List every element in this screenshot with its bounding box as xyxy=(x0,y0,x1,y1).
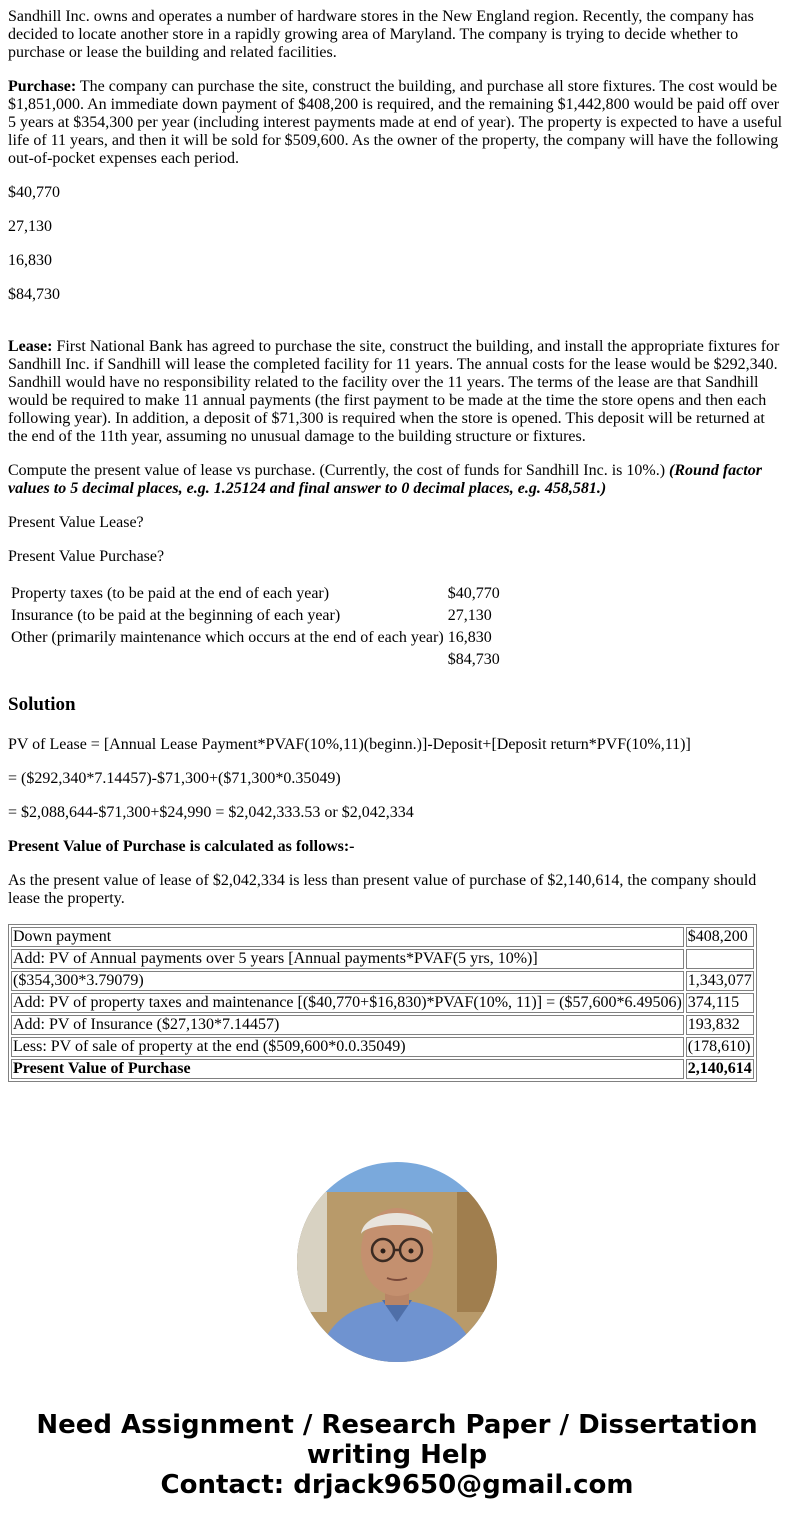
table-row xyxy=(10,584,501,604)
table-row xyxy=(10,628,501,648)
solution-line: = ($292,340*7.14457)-$71,300+($71,300*0.35049) xyxy=(8,770,341,787)
purchase-item-amount: 193,832 xyxy=(686,1015,754,1035)
compute-text: Compute the present value of lease vs purchase. (Currently, the cost of funds for Sandhill Inc. is 10%.) xyxy=(8,462,670,479)
purchase-item-amount: (178,610) xyxy=(686,1037,754,1057)
table-row xyxy=(11,927,754,947)
promo-banner xyxy=(8,1410,786,1500)
plain-amount: $40,770 xyxy=(8,184,60,201)
promo-contact: Contact: drjack9650@gmail.com xyxy=(160,1470,634,1500)
purchase-total-label: Present Value of Purchase xyxy=(11,1059,684,1079)
purchase-item-label: Down payment xyxy=(11,927,684,947)
solution-heading: Solution xyxy=(8,694,76,715)
table-row xyxy=(10,650,501,670)
plain-amount: 16,830 xyxy=(8,252,52,269)
table-row-total xyxy=(11,1059,754,1079)
compute-paragraph xyxy=(8,462,786,498)
table-row xyxy=(11,1037,754,1057)
purchase-paragraph xyxy=(8,78,786,168)
purchase-item-amount: 374,115 xyxy=(686,993,754,1013)
purchase-item-label: Add: PV of Annual payments over 5 years [Annual payments*PVAF(5 yrs, 10%)] xyxy=(11,949,684,969)
expense-total-amount: $84,730 xyxy=(447,651,500,668)
purchase-calc-heading xyxy=(8,838,786,856)
expense-label: Insurance (to be paid at the beginning of each year) xyxy=(11,607,341,624)
solution-line: PV of Lease = [Annual Lease Payment*PVAF(10%,11)(beginn.)]-Deposit+[Deposit return*PVF(10%,11)] xyxy=(8,736,691,753)
table-row xyxy=(10,606,501,626)
lease-paragraph xyxy=(8,338,786,446)
lease-text: First National Bank has agreed to purchase the site, construct the building, and install the appropriate fixtures for Sandhill Inc. if Sandhill will lease the completed facility for 11 years. The annual costs for the lease would be $292,340. Sandhill would have no responsibility related to the facility over the 11 years. The terms of the lease are that Sandhill would be required to make 11 annual payments (the first payment to be made at the time the store opens and then each following year). In addition, a deposit of $71,300 is required when the store is opened. This deposit will be returned at the end of the 11th year, assuming no unusual damage to the building structure or fixtures. xyxy=(8,338,780,445)
solution-line: = $2,088,644-$71,300+$24,990 = $2,042,333.53 or $2,042,334 xyxy=(8,804,414,821)
purchase-item-label: Add: PV of Insurance ($27,130*7.14457) xyxy=(11,1015,684,1035)
table-row xyxy=(11,993,754,1013)
purchase-item-amount: $408,200 xyxy=(686,927,754,947)
conclusion-paragraph: As the present value of lease of $2,042,334 is less than present value of purchase of $2,140,614, the company should lease the property. xyxy=(8,872,757,907)
question-lease: Present Value Lease? xyxy=(8,514,144,531)
expense-amount: $40,770 xyxy=(447,585,500,602)
lease-label: Lease: xyxy=(8,338,53,355)
avatar xyxy=(297,1162,497,1362)
table-row xyxy=(11,1015,754,1035)
avatar-container xyxy=(8,1162,786,1362)
purchase-item-label: Add: PV of property taxes and maintenance [($40,770+$16,830)*PVAF(10%, 11)] = ($57,600*6.49506) xyxy=(13,994,682,1011)
promo-line: Need Assignment / Research Paper / Dissertation writing Help xyxy=(36,1410,758,1470)
purchase-table xyxy=(8,924,757,1082)
rounding-hint: (Round factor values to 5 decimal places, e.g. 1.25124 and final answer to 0 decimal places, e.g. 458,581.) xyxy=(8,462,762,497)
purchase-calc-heading-text: Present Value of Purchase is calculated as follows:- xyxy=(8,838,355,855)
expense-label: Property taxes (to be paid at the end of each year) xyxy=(11,585,330,602)
purchase-item-label: ($354,300*3.79079) xyxy=(11,971,684,991)
purchase-item-amount: 1,343,077 xyxy=(687,972,752,989)
purchase-label: Purchase: xyxy=(8,78,77,95)
expense-table xyxy=(8,582,503,672)
table-row xyxy=(11,971,754,991)
expense-label xyxy=(10,650,445,670)
purchase-text: The company can purchase the site, construct the building, and purchase all store fixtures. The cost would be $1,851,000. An immediate down payment of $408,200 is required, and the remaining $1,442,800 would be paid off over 5 years at $354,300 per year (including interest payments made at end of year). The property is expected to have a useful life of 11 years, and then it will be sold for $509,600. As the owner of the property, the company will have the following out-of-pocket expenses each period. xyxy=(8,78,783,167)
expense-amount: 16,830 xyxy=(447,629,492,646)
expense-amount: 27,130 xyxy=(447,607,492,624)
intro-paragraph: Sandhill Inc. owns and operates a number of hardware stores in the New England region. Recently, the company has decided to locate another store in a rapidly growing area of Maryland. The company is trying to decide whether to purchase or lease the building and related facilities. xyxy=(8,8,754,61)
purchase-item-label: Less: PV of sale of property at the end ($509,600*0.0.35049) xyxy=(11,1037,684,1057)
purchase-total-amount: 2,140,614 xyxy=(687,1060,752,1077)
plain-amount: 27,130 xyxy=(8,218,52,235)
table-row xyxy=(11,949,754,969)
plain-amount: $84,730 xyxy=(8,286,60,303)
question-purchase: Present Value Purchase? xyxy=(8,548,165,565)
purchase-item-amount xyxy=(686,949,754,969)
expense-label: Other (primarily maintenance which occurs at the end of each year) xyxy=(11,629,444,646)
avatar-portrait-icon xyxy=(297,1162,497,1362)
